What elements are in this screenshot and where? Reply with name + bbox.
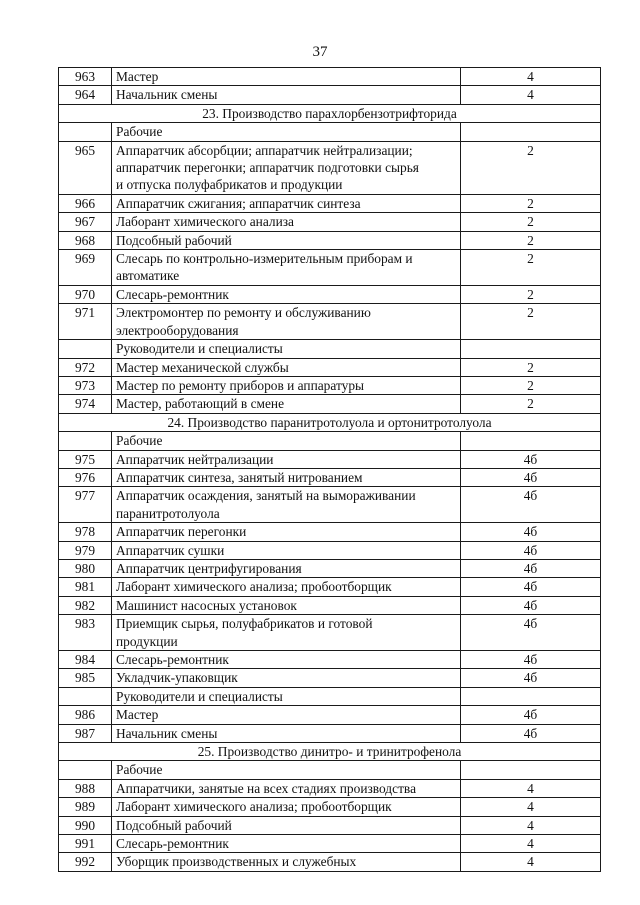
occupation-name-line: Начальник смены [116,725,218,741]
row-number: 983 [59,615,112,651]
group-title: Рабочие [112,761,461,779]
list-value: 2 [461,304,601,340]
occupation-name-line: Слесарь-ремонтник [116,836,229,852]
occupation-name-line: аппаратчик перегонки; аппаратчик подготовки сырья [116,160,419,176]
list-value: 4 [461,816,601,834]
occupation-name [112,578,461,596]
list-value [461,761,601,779]
section-row [59,104,601,122]
occupation-name-line: Подсобный рабочий [116,232,232,248]
section-row [59,743,601,761]
occupation-name [112,724,461,742]
occupation-name [112,86,461,104]
occupation-name [112,541,461,559]
row-number: 978 [59,523,112,541]
list-value: 4б [461,559,601,577]
list-value: 2 [461,250,601,286]
occupation-name [112,651,461,669]
list-value: 4б [461,487,601,523]
row-number: 966 [59,194,112,212]
occupation-name-line: Аппаратчик синтеза, занятый нитрованием [116,469,363,485]
row-number: 992 [59,853,112,871]
occupation-name-line: Аппаратчики, занятые на всех стадиях производства [116,780,417,796]
table-row [59,523,601,541]
table-row [59,68,601,86]
table-row [59,816,601,834]
occupation-name [112,304,461,340]
group-row [59,432,601,450]
page-number: 37 [312,44,328,60]
occupation-name-line: Лаборант химического анализа; пробоотборщик [116,799,392,815]
row-number: 974 [59,395,112,413]
list-value: 4б [461,596,601,614]
table-row [59,835,601,853]
occupation-name-line: электрооборудования [116,322,239,338]
table-row [59,376,601,394]
group-row [59,761,601,779]
occupation-name [112,395,461,413]
row-number: 969 [59,250,112,286]
table-row [59,559,601,577]
occupation-name [112,669,461,687]
occupation-name [112,250,461,286]
table-row [59,141,601,194]
row-number: 986 [59,706,112,724]
row-number: 985 [59,669,112,687]
table-row [59,231,601,249]
occupation-name [112,376,461,394]
row-number: 964 [59,86,112,104]
table-row [59,615,601,651]
section-title: 24. Производство паранитротолуола и ортонитротолуола [59,413,601,431]
list-value: 2 [461,285,601,303]
list-value: 4б [461,669,601,687]
group-title: Рабочие [112,432,461,450]
row-number: 990 [59,816,112,834]
list-value: 2 [461,213,601,231]
group-row [59,340,601,358]
row-number [59,687,112,705]
table-body [59,68,601,872]
occupation-name-line: Аппаратчик перегонки [116,524,247,540]
list-value: 4б [461,578,601,596]
row-number: 972 [59,358,112,376]
row-number: 975 [59,450,112,468]
list-value: 4б [461,651,601,669]
list-value [461,432,601,450]
list-value: 2 [461,376,601,394]
occupation-name-line: Мастер механической службы [116,359,289,375]
occupation-name-line: Аппаратчик абсорбции; аппаратчик нейтрализации; [116,142,413,158]
table-row [59,779,601,797]
table-row [59,194,601,212]
table-row [59,250,601,286]
list-value [461,123,601,141]
occupation-name [112,213,461,231]
row-number: 970 [59,285,112,303]
list-value: 2 [461,358,601,376]
table-row [59,285,601,303]
row-number: 982 [59,596,112,614]
occupation-name-line: Лаборант химического анализа; пробоотборщик [116,579,392,595]
table-row [59,724,601,742]
list-value: 2 [461,194,601,212]
row-number: 963 [59,68,112,86]
table-row [59,706,601,724]
table-row [59,541,601,559]
list-value: 4 [461,835,601,853]
table-row [59,213,601,231]
table-row [59,358,601,376]
list-value: 4 [461,68,601,86]
list-value: 4б [461,706,601,724]
section-row [59,413,601,431]
group-row [59,123,601,141]
occupation-name [112,523,461,541]
occupation-name [112,231,461,249]
list-value: 4б [461,615,601,651]
row-number: 980 [59,559,112,577]
table-row [59,798,601,816]
row-number [59,432,112,450]
occupation-name [112,816,461,834]
row-number: 968 [59,231,112,249]
table-row [59,450,601,468]
occupation-name [112,358,461,376]
table-row [59,651,601,669]
occupation-name-line: Аппаратчик сжигания; аппаратчик синтеза [116,195,361,211]
occupation-name-line: Мастер [116,69,159,84]
table-row [59,596,601,614]
occupation-name-line: продукции [116,633,178,649]
occupation-name-line: Подсобный рабочий [116,817,232,833]
table-row [59,395,601,413]
list-value: 2 [461,395,601,413]
list-value [461,340,601,358]
occupation-name-line: Мастер [116,707,159,723]
list-value: 4б [461,541,601,559]
list-value: 2 [461,231,601,249]
row-number: 976 [59,468,112,486]
list-value: 2 [461,141,601,194]
table-row [59,468,601,486]
row-number [59,123,112,141]
occupation-name [112,468,461,486]
occupation-name [112,141,461,194]
row-number: 981 [59,578,112,596]
occupation-name-line: Машинист насосных установок [116,597,297,613]
occupations-table [58,67,601,872]
occupation-name [112,450,461,468]
row-number: 991 [59,835,112,853]
list-value: 4 [461,798,601,816]
row-number: 977 [59,487,112,523]
row-number: 973 [59,376,112,394]
occupation-name [112,706,461,724]
row-number: 971 [59,304,112,340]
occupation-name [112,487,461,523]
list-value [461,687,601,705]
group-title: Руководители и специалисты [112,340,461,358]
occupation-name-line: Аппаратчик центрифугирования [116,560,302,576]
occupation-name-line: Слесарь-ремонтник [116,652,229,667]
occupation-name [112,779,461,797]
table-row [59,86,601,104]
table-row [59,304,601,340]
table-row [59,578,601,596]
row-number: 989 [59,798,112,816]
occupation-name-line: Электромонтер по ремонту и обслуживанию [116,305,371,321]
occupation-name-line: Уборщик производственных и служебных [116,854,357,870]
occupation-name-line: Аппаратчик сушки [116,542,225,558]
table-row [59,487,601,523]
occupation-name [112,615,461,651]
row-number: 988 [59,779,112,797]
list-value: 4б [461,724,601,742]
group-title: Руководители и специалисты [112,687,461,705]
occupation-name [112,285,461,303]
occupation-name [112,559,461,577]
table-row [59,669,601,687]
table-row [59,853,601,871]
occupation-name [112,798,461,816]
occupation-name-line: Мастер, работающий в смене [116,396,285,412]
group-title: Рабочие [112,123,461,141]
group-row [59,687,601,705]
row-number: 984 [59,651,112,669]
occupation-name-line: паранитротолуола [116,505,220,521]
row-number: 987 [59,724,112,742]
row-number: 967 [59,213,112,231]
occupation-name-line: Аппаратчик нейтрализации [116,451,274,467]
occupation-name-line: Приемщик сырья, полуфабрикатов и готовой [116,616,373,632]
row-number [59,340,112,358]
list-value: 4б [461,468,601,486]
occupation-name-line: Укладчик-упаковщик [116,670,238,686]
row-number: 979 [59,541,112,559]
occupation-name-line: автоматике [116,268,180,284]
row-number: 965 [59,141,112,194]
occupation-name-line: Слесарь-ремонтник [116,286,229,302]
list-value: 4 [461,86,601,104]
list-value: 4б [461,523,601,541]
occupation-name-line: Лаборант химического анализа [116,214,294,230]
occupation-name-line: Начальник смены [116,87,218,103]
list-value: 4б [461,450,601,468]
occupation-name-line: Аппаратчик осаждения, занятый на вымораживании [116,488,416,504]
occupation-name [112,596,461,614]
occupation-name [112,853,461,871]
occupation-name [112,835,461,853]
list-value: 4 [461,779,601,797]
occupation-name [112,194,461,212]
occupation-name-line: Слесарь по контрольно-измерительным приборам и [116,251,413,267]
occupation-name-line: и отпуска полуфабрикатов и продукции [116,177,343,193]
section-title: 25. Производство динитро- и тринитрофенола [59,743,601,761]
occupation-name-line: Мастер по ремонту приборов и аппаратуры [116,377,365,393]
section-title: 23. Производство парахлорбензотрифторида [59,104,601,122]
list-value: 4 [461,853,601,871]
row-number [59,761,112,779]
occupation-name [112,68,461,86]
